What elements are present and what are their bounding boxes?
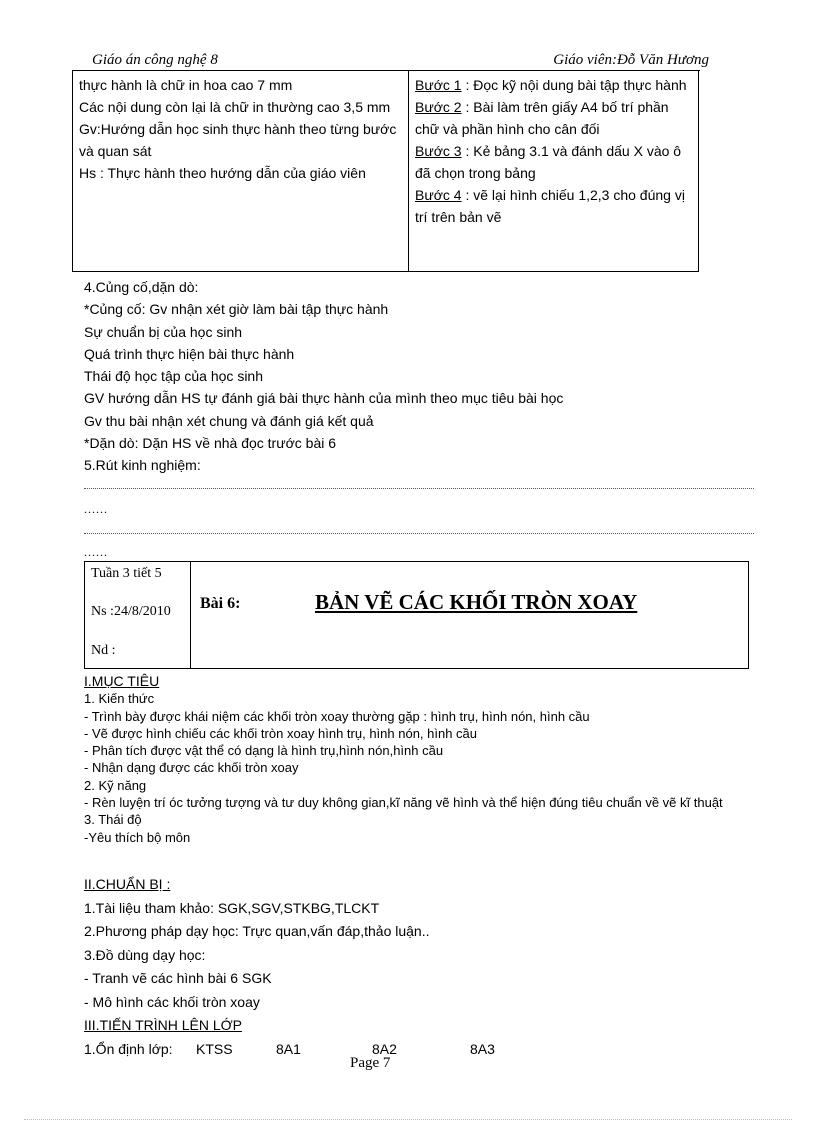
text-line: GV hướng dẫn HS tự đánh giá bài thực hành của mình theo mục tiêu bài học bbox=[84, 390, 564, 407]
step-item bbox=[415, 74, 693, 96]
prep-section bbox=[84, 873, 495, 1061]
text-line: 2.Phương pháp dạy học: Trực quan,vấn đáp,thảo luận.. bbox=[84, 923, 430, 939]
step-label: Bước 2 bbox=[415, 99, 462, 115]
page-border bbox=[24, 1119, 792, 1120]
lesson-title: BẢN VẼ CÁC KHỐI TRÒN XOAY bbox=[315, 590, 638, 614]
teacher-activity-cell bbox=[73, 71, 409, 272]
text-line: Gv:Hướng dẫn học sinh thực hành theo từng bước và quan sát bbox=[79, 121, 397, 159]
text-line: - Rèn luyện trí óc tưởng tượng và tư duy không gian,kĩ năng vẽ hình và thể hiện đúng tiêu chuẩn về vẽ kĩ thuật bbox=[84, 795, 723, 811]
nd-date: Nd : bbox=[91, 643, 116, 658]
text-line: -Yêu thích bộ môn bbox=[84, 829, 191, 845]
prep-heading: II.CHUẨN BỊ : bbox=[84, 876, 171, 892]
step-item bbox=[415, 140, 693, 184]
lesson-header-box bbox=[84, 561, 749, 669]
text-line: Hs : Thực hành theo hướng dẫn của giáo viên bbox=[79, 165, 366, 181]
step-item bbox=[415, 96, 693, 140]
row-label: 1.Ổn định lớp: bbox=[84, 1040, 173, 1057]
text-line: 3. Thái độ bbox=[84, 812, 142, 828]
ns-date: Ns :24/8/2010 bbox=[91, 604, 171, 619]
text-line: *Củng cố: Gv nhận xét giờ làm bài tập thực hành bbox=[84, 301, 389, 318]
text-line: - Vẽ được hình chiếu các khối tròn xoay hình trụ, hình nón, hình cầu bbox=[84, 725, 478, 741]
process-row bbox=[84, 1038, 495, 1062]
lesson-number: Bài 6: bbox=[200, 595, 241, 612]
header-left: Giáo án công nghệ 8 bbox=[92, 52, 218, 68]
objectives-section bbox=[84, 673, 744, 846]
step-text: : Bài làm trên giấy A4 bố trí phần chữ và phần hình cho cân đối bbox=[415, 99, 669, 137]
dotted-line bbox=[84, 533, 754, 534]
dots-short: ...... bbox=[84, 545, 108, 559]
text-line: - Tranh vẽ các hình bài 6 SGK bbox=[84, 970, 272, 986]
text-line: Gv thu bài nhận xét chung và đánh giá kết quả bbox=[84, 412, 374, 429]
week-label: Tuần 3 tiết 5 bbox=[91, 566, 162, 581]
text-line: *Dặn dò: Dặn HS về nhà đọc trước bài 6 bbox=[84, 435, 337, 452]
text-line: 5.Rút kinh nghiệm: bbox=[84, 457, 201, 474]
dotted-line bbox=[84, 488, 754, 489]
step-item bbox=[415, 184, 693, 228]
text-line: - Nhận dạng được các khối tròn xoay bbox=[84, 760, 299, 776]
col-8a2: 8A2 bbox=[372, 1040, 397, 1057]
step-text: : vẽ lại hình chiếu 1,2,3 cho đúng vị trí trên bản vẽ bbox=[415, 187, 685, 225]
step-label: Bước 3 bbox=[415, 143, 462, 159]
text-line: 2. Kỹ năng bbox=[84, 777, 147, 793]
step-text: : Đọc kỹ nội dung bài tập thực hành bbox=[461, 77, 687, 93]
dots-short: ...... bbox=[84, 502, 108, 516]
text-line: 3.Đồ dùng dạy học: bbox=[84, 946, 206, 963]
text-line: - Phân tích được vật thể có dạng là hình trụ,hình nón,hình cầu bbox=[84, 743, 444, 759]
text-line: 1. Kiến thức bbox=[84, 691, 155, 707]
text-line: thực hành là chữ in hoa cao 7 mm bbox=[79, 77, 293, 93]
col-8a1: 8A1 bbox=[276, 1040, 301, 1057]
step-text: : Kẻ bảng 3.1 và đánh dấu X vào ô đã chọn trong bảng bbox=[415, 143, 682, 181]
consolidation-section bbox=[84, 276, 563, 477]
activity-table bbox=[72, 71, 699, 272]
col-8a3: 8A3 bbox=[470, 1040, 495, 1057]
text-line: 4.Củng cố,dặn dò: bbox=[84, 279, 199, 295]
step-label: Bước 1 bbox=[415, 77, 462, 93]
text-line: Sự chuẩn bị của học sinh bbox=[84, 323, 243, 340]
text-line: Các nội dung còn lại là chữ in thường cao 3,5 mm bbox=[79, 99, 391, 115]
lesson-meta bbox=[85, 562, 191, 668]
text-line: 1.Tài liệu tham khảo: SGK,SGV,STKBG,TLCKT bbox=[84, 899, 380, 916]
header-right: Giáo viên:Đỗ Văn Hương bbox=[553, 52, 709, 68]
text-line: - Trình bày được khái niệm các khối tròn xoay thường gặp : hình trụ, hình nón, hình cầu bbox=[84, 708, 590, 724]
step-label: Bước 4 bbox=[415, 187, 462, 203]
col-ktss: KTSS bbox=[196, 1040, 233, 1057]
text-line: - Mô hình các khối tròn xoay bbox=[84, 993, 260, 1010]
page-number: Page 7 bbox=[350, 1055, 391, 1071]
process-heading: III.TIẾN TRÌNH LÊN LỚP bbox=[84, 1017, 242, 1033]
student-activity-cell bbox=[409, 71, 699, 272]
text-line: Thái độ học tập của học sinh bbox=[84, 368, 264, 385]
text-line: Quá trình thực hiện bài thực hành bbox=[84, 345, 295, 362]
objectives-heading: I.MỤC TIÊU bbox=[84, 673, 160, 689]
